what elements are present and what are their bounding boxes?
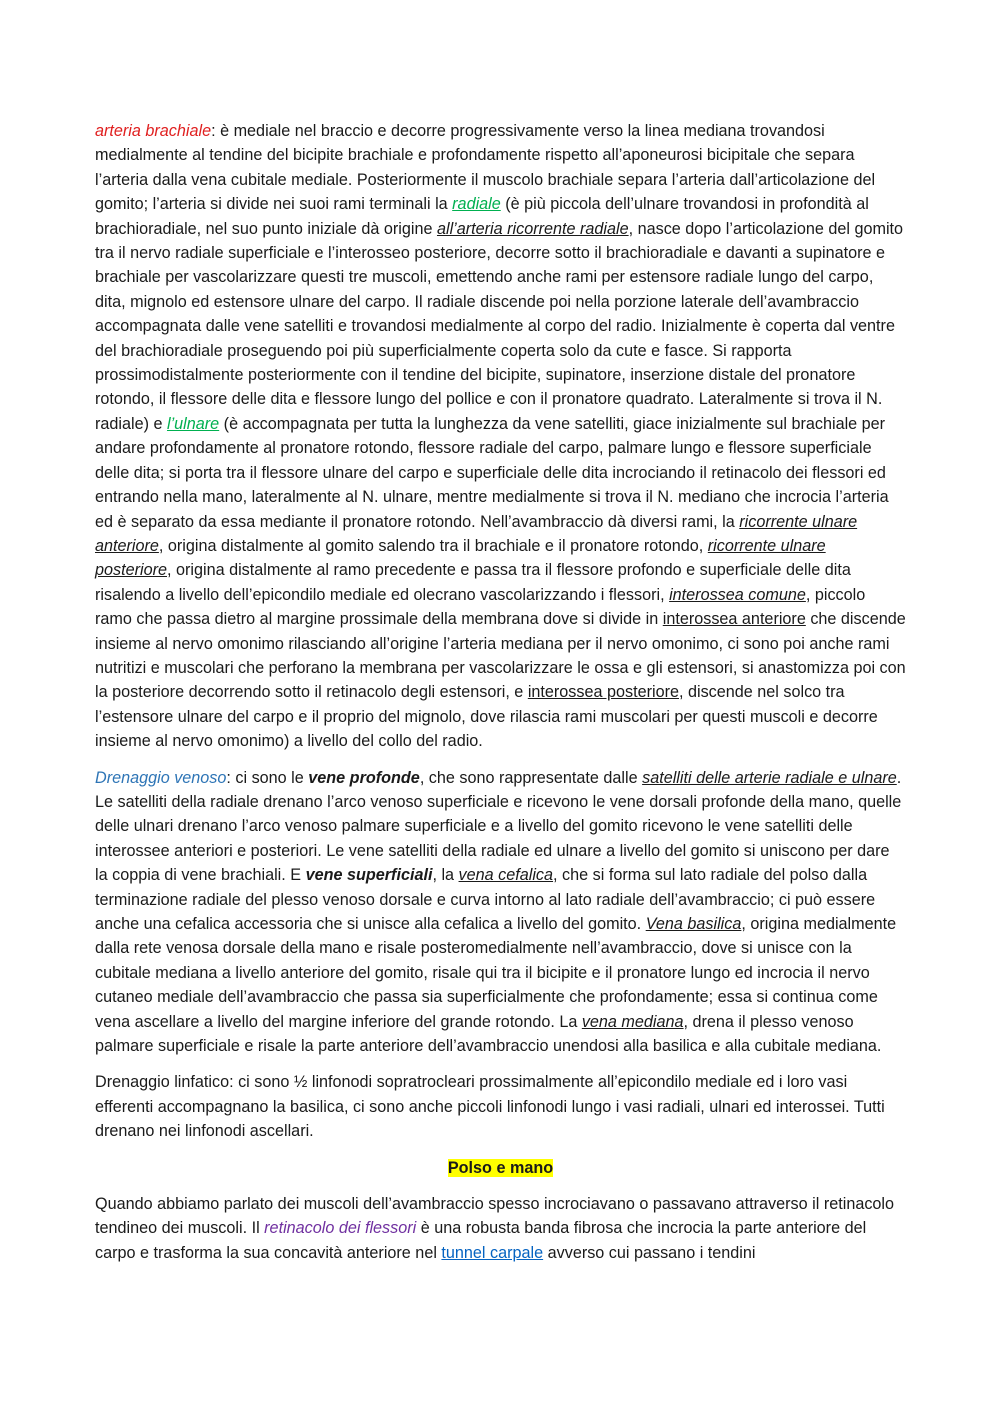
- text-run: è una robusta banda fibrosa che incrocia la parte anteriore del carpo e trasforma la sua concavità anteriore nel: [95, 1219, 867, 1262]
- paragraph-arteria-brachiale: [95, 119, 906, 754]
- link-ulnare[interactable]: l’ulnare: [166, 414, 220, 433]
- paragraph-drenaggio-venoso: [95, 766, 906, 1059]
- text-run: , la: [432, 866, 459, 885]
- text-run: che discende insieme al nervo omonimo rilasciando all’origine l’arteria mediana per il nervo omonimo, ci sono poi anche rami nutritizi e muscolari che perforano la membrana per vascolarizzare le ossa e gli estensori, si anastomizza poi con la posteriore decorrendo sotto il retinacolo degli estensori, e: [95, 610, 906, 702]
- text-run: , origina medialmente dalla rete venosa dorsale della mano e risale posteromedialmente nell’avambraccio, dove si unisce con la cubitale mediana a livello anteriore del gomito, risale qui tra il bicipite e il pronatore lungo ed incrocia il nervo cutaneo mediale dell’avambraccio che passa sia superficialmente che profondamente; essa si continua come vena ascellare a livello del margine inferiore del grande rotondo. La: [95, 915, 897, 1031]
- text-run: , discende nel solco tra l’estensore ulnare del carpo e il proprio del mignolo, dove rilascia rami muscolari per questi muscoli e decorre insieme al nervo omonimo) a livello del collo del radio.: [95, 683, 878, 751]
- link-tunnel-carpale[interactable]: tunnel carpale: [441, 1243, 544, 1262]
- term-satelliti: satelliti delle arterie radiale e ulnare: [642, 768, 897, 787]
- paragraph-drenaggio-linfatico: Drenaggio linfatico: ci sono ½ linfonodi sopratrocleari prossimalmente all’epicondilo mediale ed i loro vasi efferenti accompagnano la basilica, ci sono anche piccoli linfonodi lungo i vasi radiali, ulnari ed interossei. Tutti drenano nei linfonodi ascellari.: [95, 1073, 885, 1141]
- term-interossea-posteriore: interossea posteriore: [527, 683, 679, 702]
- text-run: : ci sono le: [226, 768, 309, 787]
- term-vena-basilica: Vena basilica: [645, 915, 742, 933]
- term-vene-profonde: vene profonde: [308, 768, 420, 787]
- term-vena-mediana: vena mediana: [581, 1012, 684, 1031]
- text-run: avverso cui passano i tendini: [543, 1243, 756, 1262]
- text-run: , che sono rappresentate dalle: [419, 768, 643, 787]
- heading-polso-e-mano: Polso e mano: [447, 1158, 554, 1177]
- link-radiale[interactable]: radiale: [452, 195, 501, 214]
- term-ricorrente-ulnare-anteriore: ricorrente ulnare anteriore: [95, 512, 858, 555]
- paragraph-polso-e-mano: [95, 1192, 906, 1265]
- term-retinacolo-dei-flessori: retinacolo dei flessori: [264, 1219, 417, 1238]
- text-run: , nasce dopo l’articolazione del gomito tra il nervo radiale superficiale e l’interosseo posteriore, decorre sotto il brachioradiale e davanti a supinatore e brachiale per vascolarizzare questi tre muscoli, emettendo anche rami per estensore radiale lungo del carpo, dita, mignolo ed estensore ulnare del carpo. Il radiale discende poi nella porzione laterale dell’avambraccio accompagnata dalle vene satelliti e trovandosi medialmente al corpo del radio. Inizialmente è coperta dal ventre del brachioradiale proseguendo poi più superficialmente coperta solo da cute e fasce. Si rapporta prossimodistalmente posteriormente con il tendine del bicipite, supinatore, inserzione distale del pronatore rotondo, il flessore delle dita e flessore lungo del pollice e con il pronatore quadrato. Lateralmente si trova il N. radiale) e: [95, 219, 904, 433]
- text-run: . Le satelliti della radiale drenano l’arco venoso superficiale e ricevono le vene dorsali profonde della mano, quelle delle ulnari drenano l’arco venoso palmare superficiale e a livello del gomito ricevono le vene satelliti delle interossee anteriori e posteriori. Le vene satelliti della radiale ed ulnare a livello del gomito si uniscono per dare la coppia di vene brachiali. E: [95, 768, 902, 885]
- term-ricorrente-ulnare-posteriore: ricorrente ulnare posteriore: [95, 536, 826, 580]
- term-ricorrente-radiale: all’arteria ricorrente radiale: [436, 219, 629, 238]
- term-vene-superficiali: vene superficiali: [305, 866, 433, 885]
- text-run: , origina distalmente al ramo precedente e passa tra il flessore profondo e superficiale delle dita risalendo a livello dell’epicondilo mediale ed olecrano vascolarizzando i flessori,: [95, 561, 851, 604]
- term-arteria-brachiale: arteria brachiale: [95, 122, 212, 140]
- term-vena-cefalica: vena cefalica: [458, 866, 554, 885]
- text-run: (è accompagnata per tutta la lunghezza da vene satelliti, giace inizialmente sul brachiale per andare profondamente al pronatore rotondo, flessore radiale del carpo, palmare lungo e flessore superficiale delle dita; si porta tra il flessore ulnare del carpo e superficiale delle dita incrociando il retinacolo dei flessori ed entrando nella mano, lateralmente al N. ulnare, mentre medialmente si trova il N. mediano che incrocia l’arteria ed è separato da essa mediante il pronatore rotondo. Nell’avambraccio dà diversi rami, la: [95, 414, 889, 531]
- text-run: (è più piccola dell’ulnare trovandosi in profondità al brachioradiale, nel suo punto iniziale dà origine: [95, 195, 869, 238]
- term-interossea-anteriore: interossea anteriore: [662, 610, 806, 629]
- text-run: , che si forma sul lato radiale del polso dalla terminazione radiale del plesso venoso dorsale e curva intorno al lato radiale dell’avambraccio; ci può essere anche una cefalica accessoria che si unisce alla cefalica a livello del gomito.: [95, 866, 876, 933]
- text-run: : è mediale nel braccio e decorre progressivamente verso la linea mediana trovandosi medialmente al tendine del bicipite brachiale e profondamente rispetto all’aponeurosi bicipitale che separa l’arteria dalla vena cubitale mediale. Posteriormente il muscolo brachiale separa l’arteria dall’articolazione del gomito; l’arteria si divide nei suoi rami terminali la: [95, 122, 876, 214]
- text-run: , origina distalmente al gomito salendo tra il brachiale e il pronatore rotondo,: [158, 536, 708, 555]
- term-interossea-comune: interossea comune: [669, 585, 806, 604]
- text-run: Quando abbiamo parlato dei muscoli dell’avambraccio spesso incrociavano o passavano attraverso il retinacolo tendineo dei muscoli. Il: [95, 1195, 895, 1238]
- text-run: , drena il plesso venoso palmare superficiale e risale la parte anteriore dell’avambraccio unendosi alla basilica e alla cubitale mediana.: [95, 1012, 882, 1056]
- section-heading: [95, 1156, 906, 1180]
- term-drenaggio-venoso: Drenaggio venoso: [95, 768, 227, 787]
- text-run: , piccolo ramo che passa dietro al margine prossimale della membrana dove si divide in: [95, 585, 866, 629]
